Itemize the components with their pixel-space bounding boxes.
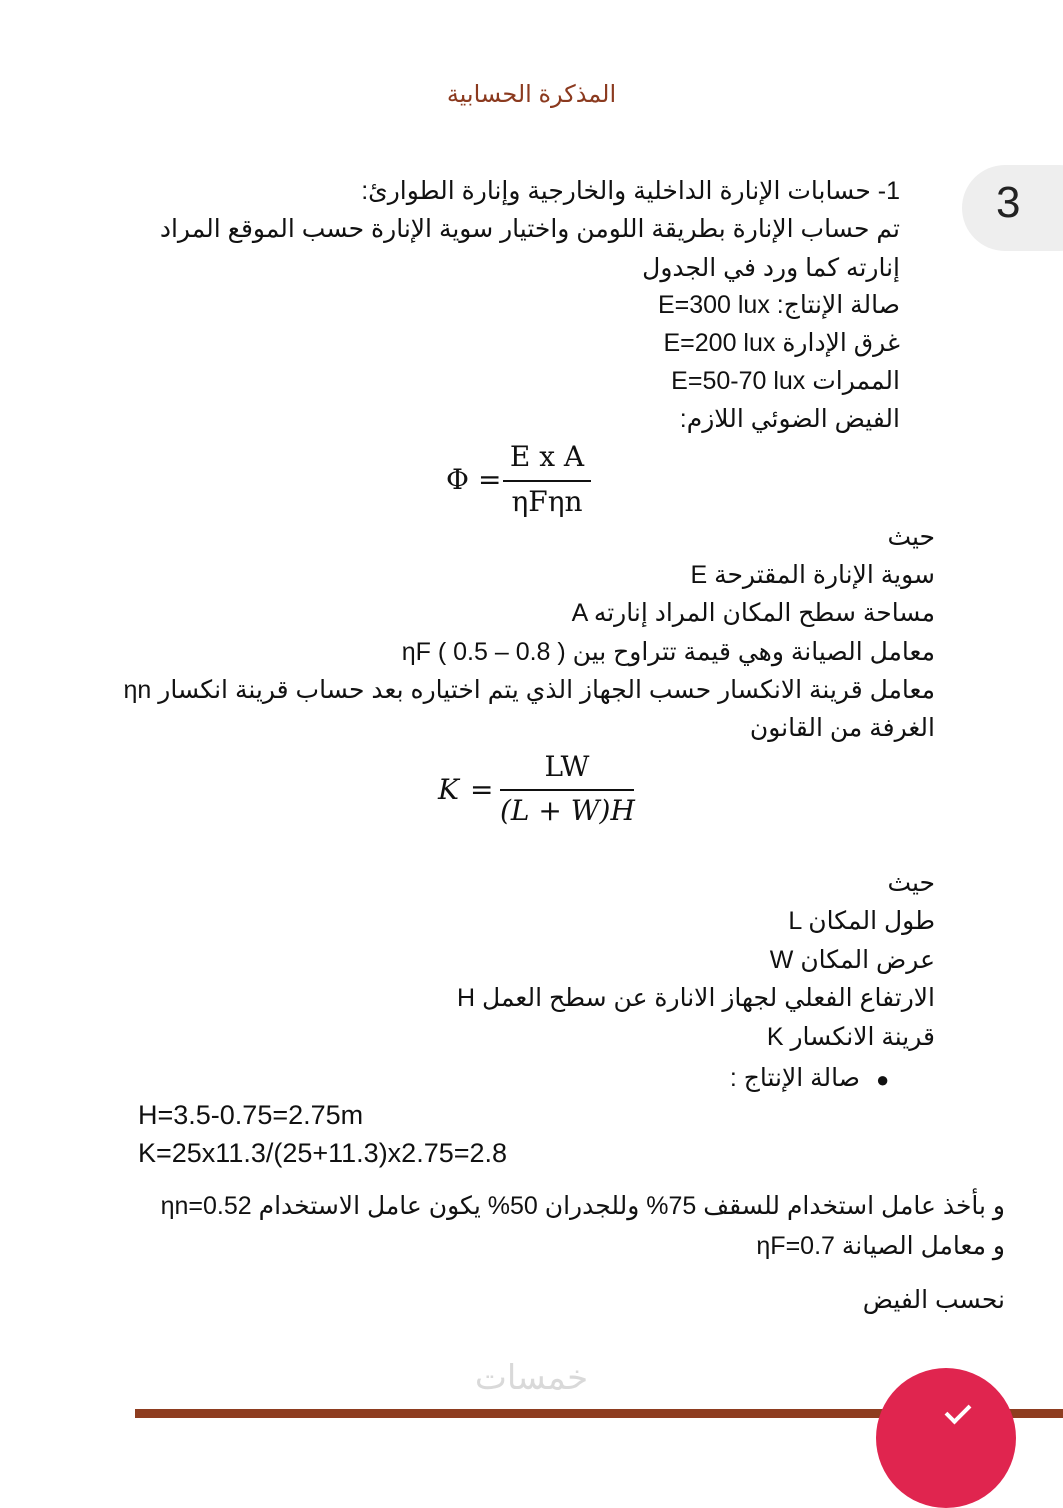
formula1-denominator: ηFηn bbox=[511, 485, 583, 518]
intro-line-1: تم حساب الإنارة بطريقة اللومن واختيار سوية الإنارة حسب الموقع المراد bbox=[159, 215, 900, 243]
intro-line-2: إنارته كما ورد في الجدول bbox=[642, 254, 900, 282]
corridors-lux: الممرات E=50-70 lux bbox=[671, 367, 900, 395]
conclusion-line-1: و بأخذ عامل استخدام للسقف 75% وللجدران 50% يكون عامل الاستخدام ηn=0.52 bbox=[160, 1192, 1005, 1220]
production-hall-lux: صالة الإنتاج: E=300 lux bbox=[657, 291, 900, 319]
formula2-denominator: (L + W)H bbox=[500, 794, 635, 827]
definition-nn-line-2: الغرفة من القانون bbox=[749, 714, 935, 742]
where-label-2: حيث bbox=[887, 869, 935, 897]
watermark-logo: خمسات bbox=[474, 1359, 589, 1397]
definition-H: H الارتفاع الفعلي لجهاز الانارة عن سطح العمل bbox=[457, 984, 935, 1012]
bullet-production-hall: صالة الإنتاج : bbox=[729, 1064, 860, 1092]
formula1-numerator: E x A bbox=[509, 440, 585, 473]
conclusion-line-3: نحسب الفيض bbox=[862, 1286, 1005, 1314]
conclusion-line-2: و معامل الصيانة ηF=0.7 bbox=[756, 1232, 1005, 1260]
definition-nn-line-1: ηn معامل قرينة الانكسار حسب الجهاز الذي يتم اختياره بعد حساب قرينة انكسار bbox=[123, 676, 935, 704]
formula2-lhs: K bbox=[438, 773, 459, 806]
formula2-fraction-bar bbox=[500, 789, 634, 791]
formula2-numerator: LW bbox=[544, 750, 590, 783]
where-label-1: حيث bbox=[887, 523, 935, 551]
formula1-fraction-bar bbox=[503, 480, 591, 482]
definition-nF: ηF معامل الصيانة وهي قيمة تتراوح بين ( 0.8 – 0.5 ) bbox=[401, 638, 935, 666]
definition-E: E سوية الإنارة المقترحة bbox=[690, 561, 935, 589]
page-title: المذكرة الحسابية bbox=[446, 81, 617, 108]
formula2-equals: = bbox=[470, 773, 494, 806]
definition-W: W عرض المكان bbox=[769, 946, 935, 974]
floating-action-button[interactable] bbox=[876, 1368, 1016, 1508]
section-heading: 1- حسابات الإنارة الداخلية والخارجية وإنارة الطوارئ: bbox=[361, 177, 900, 205]
definition-A: A مساحة سطح المكان المراد إنارته bbox=[571, 599, 935, 627]
page-number: 3 bbox=[996, 178, 1021, 227]
bullet-icon: ● bbox=[876, 1067, 890, 1092]
formula1-lhs: Φ bbox=[446, 463, 469, 496]
definition-K: K قرينة الانكسار bbox=[766, 1023, 935, 1051]
check-icon bbox=[945, 1398, 972, 1425]
flux-label: الفيض الضوئي اللازم: bbox=[679, 405, 900, 433]
admin-rooms-lux: غرق الإدارة E=200 lux bbox=[663, 329, 900, 357]
calc-H: H=3.5-0.75=2.75m bbox=[138, 1100, 364, 1130]
definition-L: L طول المكان bbox=[788, 907, 935, 935]
formula1-equals: = bbox=[478, 463, 502, 496]
calc-K: K=25x11.3/(25+11.3)x2.75=2.8 bbox=[138, 1138, 508, 1168]
